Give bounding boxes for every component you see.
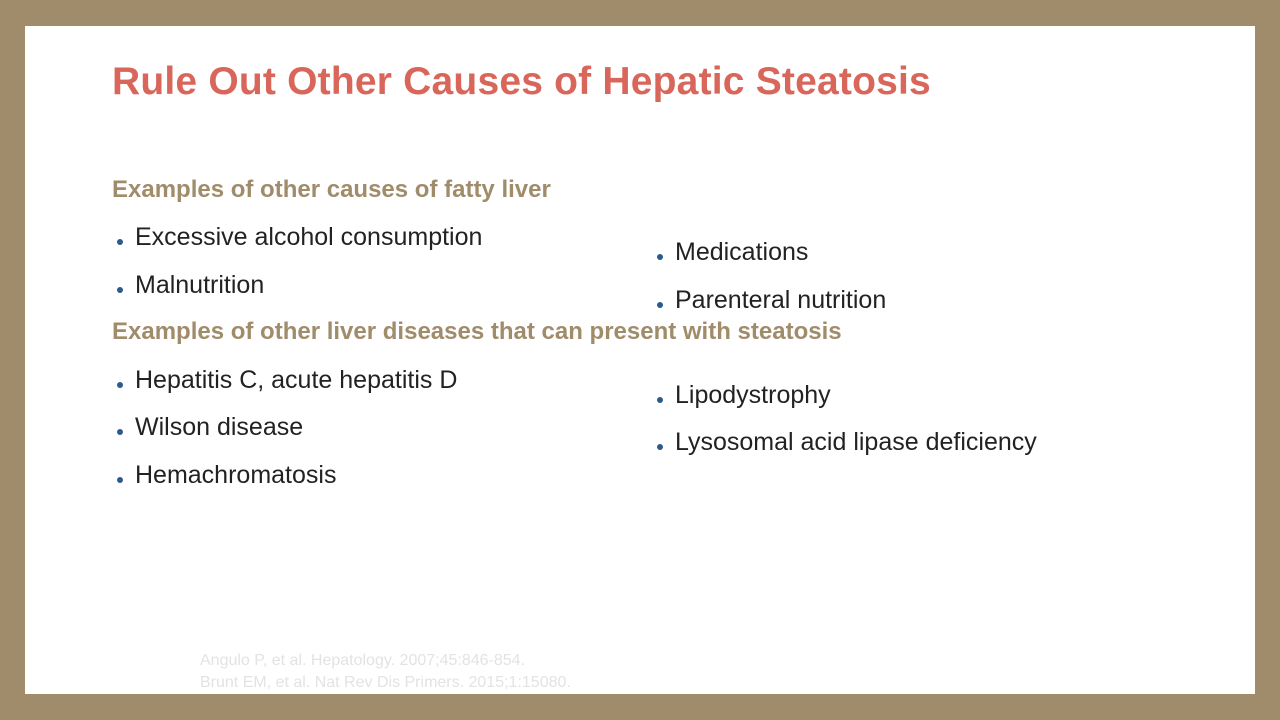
list-item: Excessive alcohol consumption	[135, 223, 483, 251]
bullet-icon	[117, 429, 123, 435]
section-heading-fatty-liver-causes: Examples of other causes of fatty liver	[112, 176, 551, 203]
slide	[25, 26, 1255, 694]
bullet-icon	[657, 397, 663, 403]
references	[200, 650, 571, 694]
list-item: Hepatitis C, acute hepatitis D	[135, 366, 458, 394]
bullet-icon	[657, 302, 663, 308]
list-item: Wilson disease	[135, 413, 304, 441]
reference-line: Angulo P, et al. Hepatology. 2007;45:846-854.	[200, 652, 525, 669]
slide-title: Rule Out Other Causes of Hepatic Steatosis	[112, 60, 931, 103]
bullet-icon	[117, 477, 123, 483]
list-item: Lipodystrophy	[675, 381, 831, 409]
reference-line: Brunt EM, et al. Nat Rev Dis Primers. 2015;1:15080.	[200, 674, 571, 691]
bullet-icon	[117, 382, 123, 388]
bullet-icon	[657, 444, 663, 450]
list-item: Lysosomal acid lipase deficiency	[675, 428, 1037, 456]
section-heading-other-liver-diseases: Examples of other liver diseases that can present with steatosis	[112, 318, 842, 345]
list-item: Hemachromatosis	[135, 461, 337, 489]
bullet-icon	[117, 239, 123, 245]
bullet-icon	[657, 254, 663, 260]
bullet-icon	[117, 287, 123, 293]
list-item: Medications	[675, 238, 809, 266]
list-item: Malnutrition	[135, 271, 265, 299]
list-item: Parenteral nutrition	[675, 286, 887, 314]
